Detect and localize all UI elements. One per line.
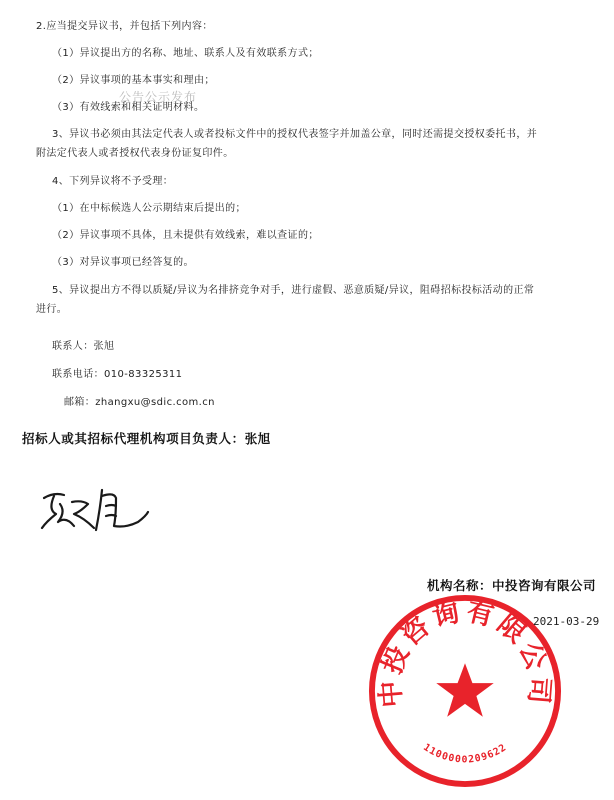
contact-phone: 联系电话：010-83325311 xyxy=(52,369,183,380)
contact-email: 邮箱：zhangxu@sdic.com.cn xyxy=(64,397,215,408)
item-2-2: （2）异议事项的基本事实和理由； xyxy=(52,75,215,86)
item-5-line-2: 进行。 xyxy=(36,304,68,315)
document-date: 2021-03-29 xyxy=(533,615,600,628)
svg-text:1100000209622: 1100000209622 xyxy=(421,742,509,766)
handwritten-signature xyxy=(36,482,156,538)
item-4: 4、下列异议将不予受理： xyxy=(52,176,174,187)
item-4-2: （2）异议事项不具体，且未提供有效线索，难以查证的； xyxy=(52,230,319,241)
item-3-line-2: 附法定代表人或者授权代表身份证复印件。 xyxy=(36,148,234,159)
item-3-line-1: 3、异议书必须由其法定代表人或者投标文件中的授权代表签字并加盖公章，同时还需提交授权委托书，并 xyxy=(52,129,538,140)
item-2: 2.应当提交异议书，并包括下列内容： xyxy=(36,21,213,32)
item-4-1: （1）在中标候选人公示期结束后提出的； xyxy=(52,203,246,214)
item-2-1: （1）异议提出方的名称、地址、联系人及有效联系方式； xyxy=(52,48,319,59)
organization-name: 机构名称：中投咨询有限公司 xyxy=(426,578,596,593)
item-4-3: （3）对异议事项已经答复的。 xyxy=(52,257,194,268)
contact-person: 联系人：张旭 xyxy=(52,341,115,352)
svg-text:中投咨询有限公司: 中投咨询有限公司 xyxy=(374,595,556,709)
project-responsible: 招标人或其招标代理机构项目负责人：张旭 xyxy=(22,431,271,446)
item-2-3: （3）有效线索和相关证明材料。 xyxy=(52,102,205,113)
seal-star-icon xyxy=(436,663,493,716)
watermark: 公告公示发布 xyxy=(119,90,198,104)
item-5-line-1: 5、异议提出方不得以质疑/异议为名排挤竞争对手，进行虚假、恶意质疑/异议，阻碍招标投标活动的正常 xyxy=(52,285,535,296)
